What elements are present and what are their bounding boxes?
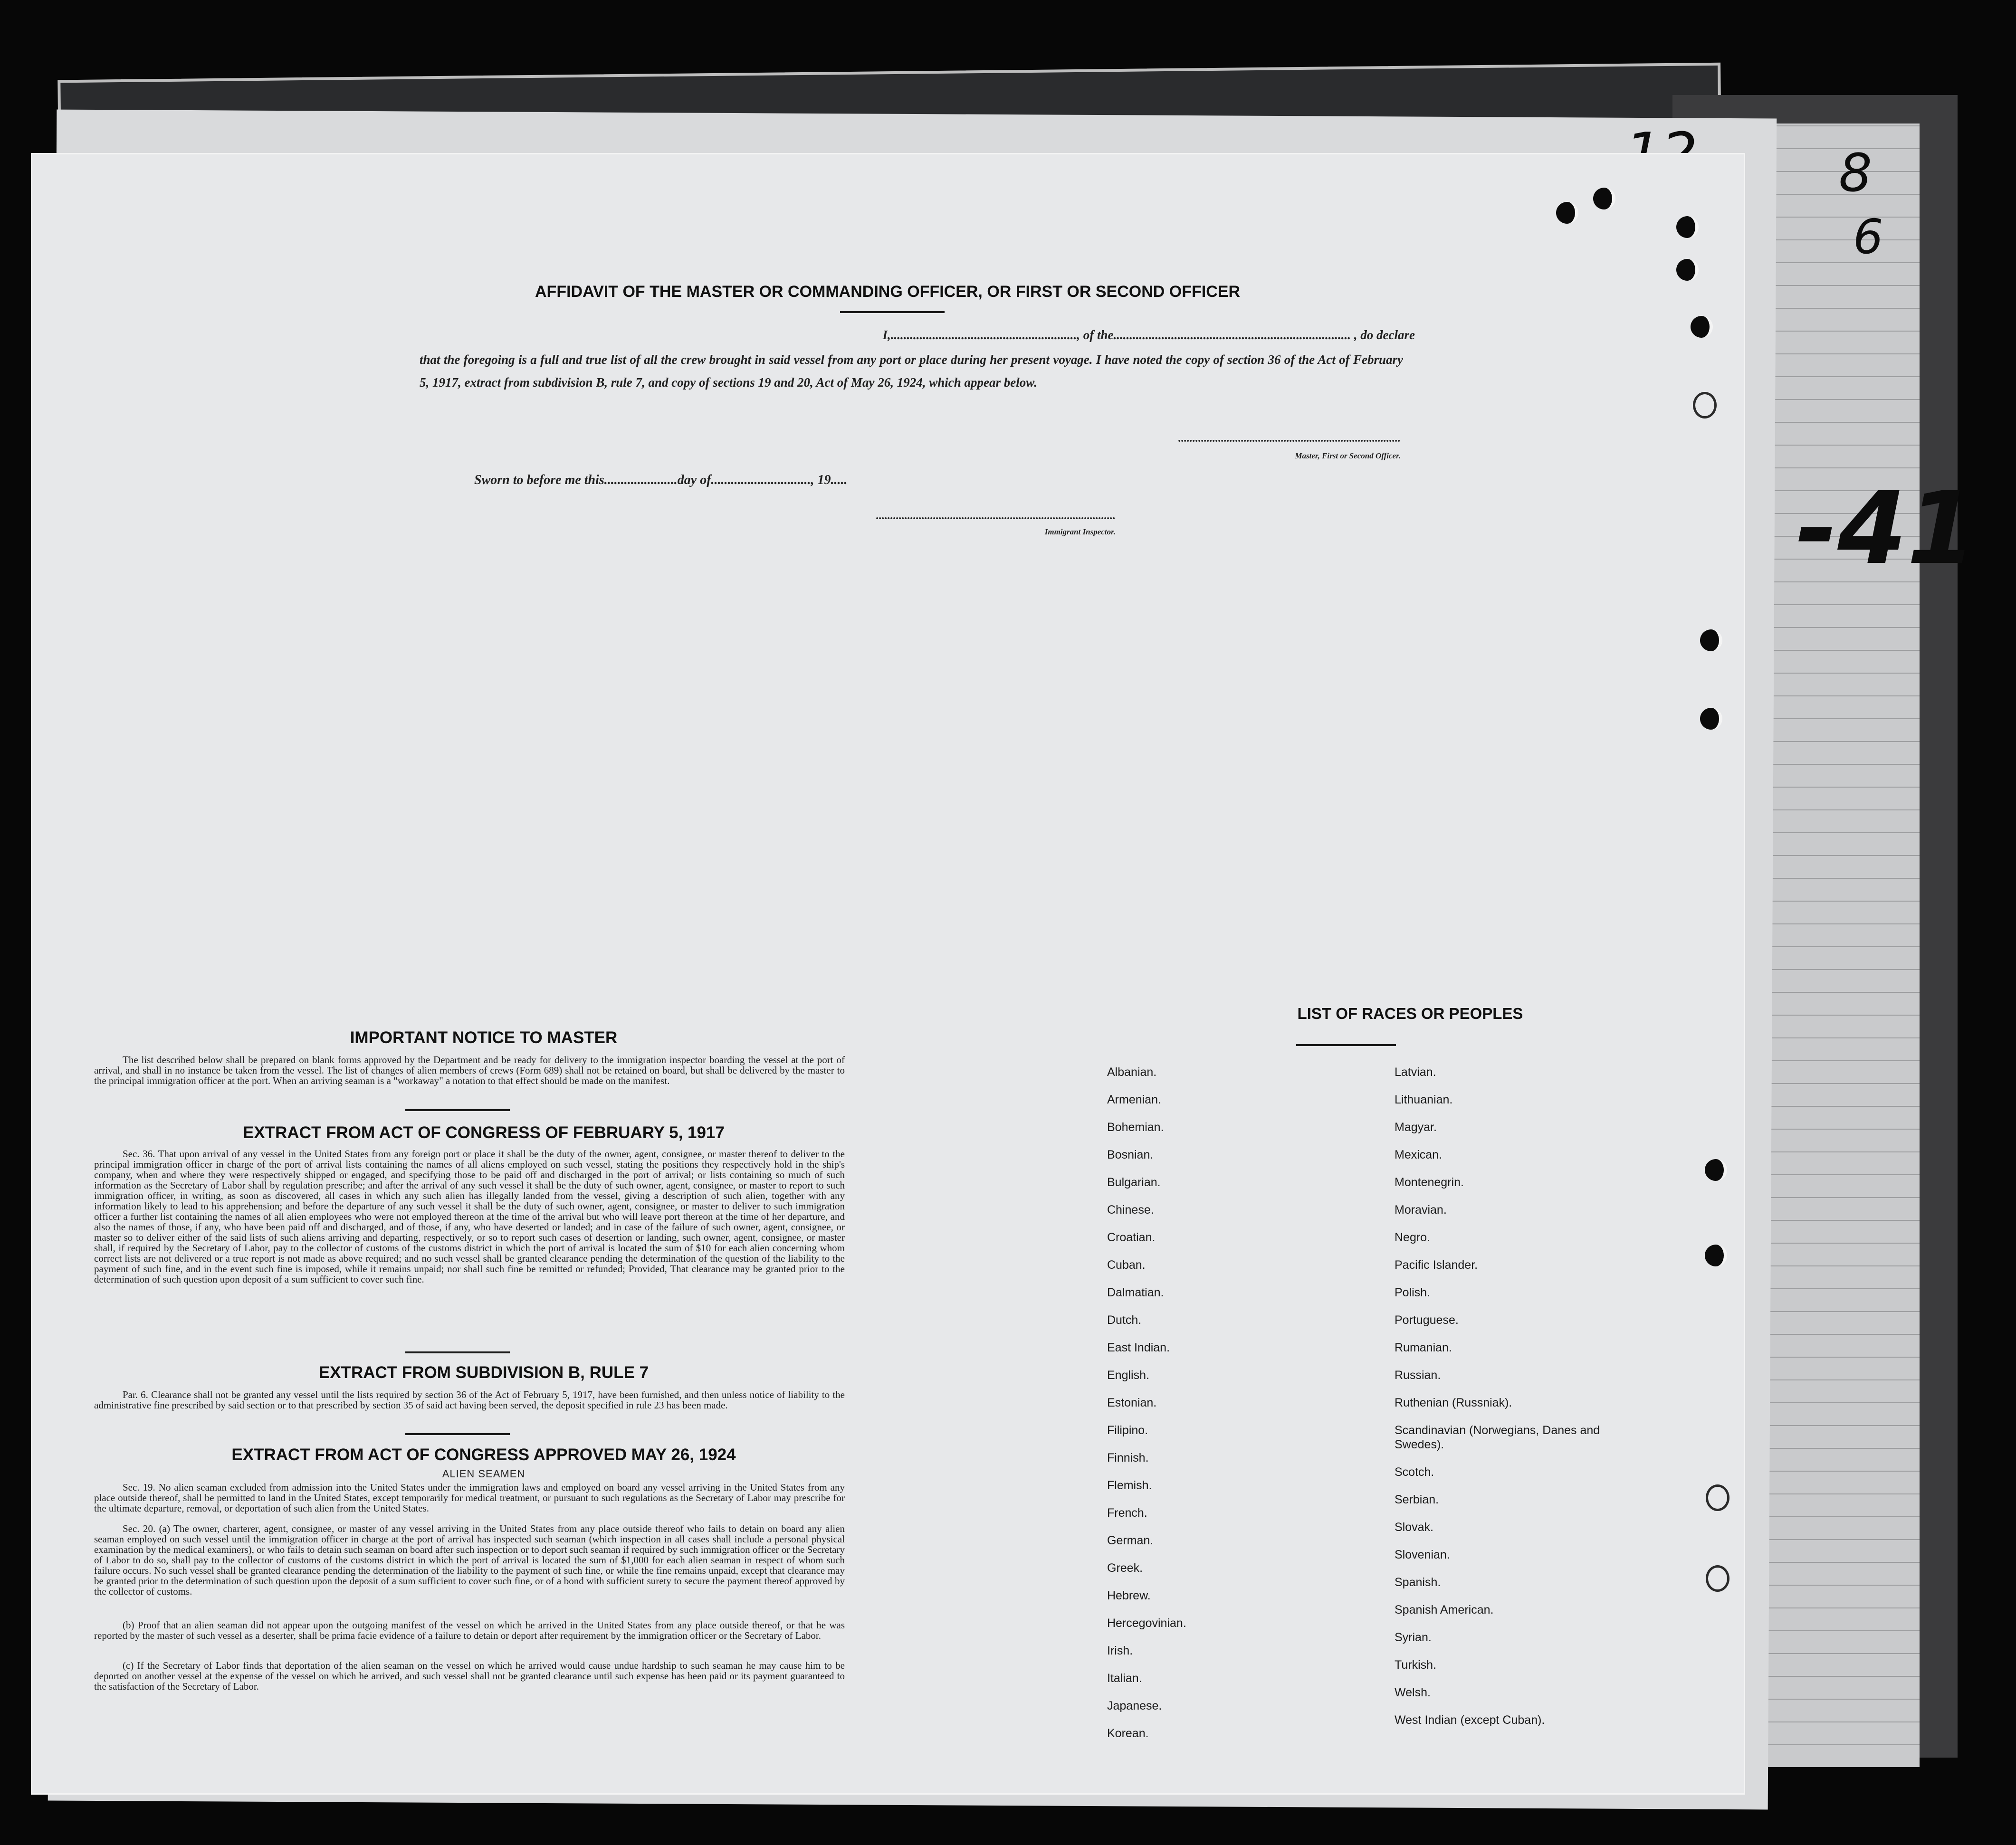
punch-hole: [1676, 216, 1699, 238]
punch-hole: [1700, 629, 1722, 651]
affidavit-paragraph: that the foregoing is a full and true list of all the crew brought in said vessel from any port or place during her present voyage. I have noted the copy of section 36 of the Act of February 5, 1917, extract from subdivision B, rule 7, and copy of sections 19 and 20, Act of May 26, 1924, which appear below.: [420, 352, 1403, 390]
race-list-item: Rumanian.: [1395, 1341, 1452, 1354]
extract-1924-title: EXTRACT FROM ACT OF CONGRESS APPROVED MAY 26, 1924: [231, 1446, 736, 1464]
races-title: LIST OF RACES OR PEOPLES: [1297, 1005, 1523, 1022]
master-signature-caption: Master, First or Second Officer.: [1295, 451, 1401, 460]
race-list-item: Scandinavian (Norwegians, Danes and Swedes).: [1395, 1424, 1600, 1451]
race-list-item: Serbian.: [1395, 1493, 1439, 1506]
race-list-item: Bulgarian.: [1107, 1176, 1161, 1189]
section-divider: [405, 1351, 510, 1353]
punch-hole: [1593, 188, 1615, 209]
race-list-item: Cuban.: [1107, 1258, 1146, 1272]
race-list-item: Estonian.: [1107, 1396, 1157, 1409]
race-list-item: Latvian.: [1395, 1065, 1436, 1079]
races-left-column: [1107, 1065, 1354, 1754]
race-list-item: Dutch.: [1107, 1313, 1142, 1327]
extract-1924-sec19: Sec. 19. No alien seaman excluded from admission into the United States under the immigration laws and employed on board any vessel arriving in the United States from any place outside thereof, shall be permitted to land in the United States, except temporarily for medical treatment, or pursuant to such regulations as the Secretary of Labor may prescribe for the ultimate departure, removal, or deportation of such alien from the United States.: [94, 1482, 845, 1514]
extract-1924-subtitle: ALIEN SEAMEN: [442, 1468, 525, 1480]
race-list-item: Japanese.: [1107, 1699, 1162, 1712]
race-list-item: Hebrew.: [1107, 1589, 1151, 1602]
race-list-item: Magyar.: [1395, 1121, 1437, 1134]
punch-hole: [1706, 1565, 1729, 1592]
inspector-signature-line: ....................................................................................: [876, 510, 1116, 522]
race-list-item: Hercegovinian.: [1107, 1617, 1186, 1630]
punch-hole: [1705, 1245, 1727, 1266]
race-list-item: Finnish.: [1107, 1451, 1149, 1465]
race-list-item: Irish.: [1107, 1644, 1133, 1657]
race-list-item: Polish.: [1395, 1286, 1431, 1299]
race-list-item: Spanish American.: [1395, 1603, 1494, 1617]
race-list-item: Slovak.: [1395, 1521, 1433, 1534]
race-list-item: West Indian (except Cuban).: [1395, 1713, 1545, 1727]
punch-hole: [1556, 202, 1578, 224]
notice-body: The list described below shall be prepared on blank forms approved by the Department and be ready for delivery to the immigration inspector boarding the vessel at the port of arrival, and shall in no instance be taken from the vessel. The list of changes of alien members of crews (Form 689) shall not be retained on board, but shall be delivered by the master to the principal immigration officer at the port. When an arriving seaman is a "workaway" a notation to that effect should be made on the manifest.: [94, 1054, 845, 1086]
affidavit-title: AFFIDAVIT OF THE MASTER OR COMMANDING OFFICER, OR FIRST OR SECOND OFFICER: [535, 283, 1240, 301]
section-divider: [405, 1433, 510, 1435]
master-signature-line: ..............................................................................: [1178, 432, 1401, 445]
extract-1924-sec20a: Sec. 20. (a) The owner, charterer, agent, consignee, or master of any vessel arriving in the United States from any place outside thereof who fails to detain on board any alien seaman employed on such vessel until the immigration officer in charge at the port of arrival has inspected such seaman (which inspection in all cases shall include a personal physical examination by the medical examiners), or who fails to detain such seaman on board after such inspection or to deport such seaman if required by such immigration officer or the Secretary of Labor to do so, shall pay to the collector of customs of the customs district in which the port of arrival is located the sum of $1,000 for each alien seaman in respect of whom such failure occurs. No such vessel shall be granted clearance pending the determination of the liability to the payment of such fine, or while the fine remains unpaid, except that clearance may be granted prior to the determination of such question upon the deposit of a sum sufficient to cover such fine, or of a bond with sufficient surety to secure the payment thereof approved by the collector of customs.: [94, 1523, 845, 1597]
punch-hole: [1706, 1484, 1729, 1511]
race-list-item: Bohemian.: [1107, 1121, 1164, 1134]
extract-rule7-body: Par. 6. Clearance shall not be granted any vessel until the lists required by section 36 of the Act of February 5, 1917, have been furnished, and then unless notice of liability to the administrative fine prescribed by said section or to that prescribed by section 35 of said act having been served, the deposit specified in rule 23 has been made.: [94, 1389, 845, 1411]
races-divider: [1296, 1044, 1396, 1046]
punch-hole: [1705, 1159, 1727, 1181]
handwritten-mark-41: -41: [1796, 470, 1977, 587]
race-list-item: Bosnian.: [1107, 1148, 1154, 1161]
race-list-item: French.: [1107, 1506, 1147, 1520]
race-list-item: East Indian.: [1107, 1341, 1170, 1354]
punch-hole: [1693, 392, 1717, 418]
extract-1917-body: Sec. 36. That upon arrival of any vessel in the United States from any foreign port or place it shall be the duty of the owner, agent, consignee, or master thereof to deliver to the principal immigration officer in charge of the port of arrival lists containing the names of all aliens employed on such vessel, stating the positions they respectively hold in the ship's company, when and where they were respectively shipped or engaged, and specifying those to be paid off and discharged in the port of arrival; or lists containing so much of such information as the Secretary of Labor shall by regulation prescribe; and after the arrival of any such vessel it shall be the duty of such owner, agent, consignee, or master to report to such immigration officer, in writing, as soon as discovered, all cases in which any such alien has illegally landed from the vessel, giving a description of such alien, together with any information likely to lead to his apprehension; and before the departure of any such vessel it shall be the duty of such owner, agent, consignee, or master to deliver to such immigration officer a further list containing the names of all alien employees who were not employed thereon at the time of the arrival but who will leave port thereon at the time of her departure, and also the names of those, if any, who have been paid off and discharged, and of those, if any, who have deserted or landed; and in case of the failure of such owner, agent, consignee, or master so to deliver either of the said lists of such aliens arriving and departing, respectively, or so to report such cases of desertion or landing, such owner, agent, consignee, or master shall, if required by the Secretary of Labor, pay to the collector of customs of the customs district in which the port of arrival is located the sum of $10 for each alien concerning whom correct lists are not delivered or a true report is not made as above required; and no such vessel shall be granted clearance pending the determination of the question of the liability to the payment of such fine, and in the event such fine is imposed, while it remains unpaid; nor shall such fine be remitted or refunded; Provided, That clearance may be granted prior to the determination of such question upon deposit of a sum sufficient to cover such fine.: [94, 1148, 845, 1285]
race-list-item: Mexican.: [1395, 1148, 1443, 1161]
race-list-item: Moravian.: [1395, 1203, 1447, 1217]
race-list-item: Montenegrin.: [1395, 1176, 1464, 1189]
race-list-item: Pacific Islander.: [1395, 1258, 1478, 1272]
race-list-item: Russian.: [1395, 1369, 1441, 1382]
race-list-item: Turkish.: [1395, 1658, 1436, 1672]
race-list-item: Dalmatian.: [1107, 1286, 1164, 1299]
race-list-item: Greek.: [1107, 1561, 1143, 1575]
punch-hole: [1691, 316, 1713, 338]
race-list-item: Filipino.: [1107, 1424, 1148, 1437]
title-divider: [840, 311, 945, 313]
races-right-column: [1395, 1065, 1642, 1740]
race-list-item: Flemish.: [1107, 1479, 1152, 1492]
extract-1924-sec20b: (b) Proof that an alien seaman did not appear upon the outgoing manifest of the vessel on which he arrived in the United States from any place outside thereof, or that he was reported by the master of such vessel as a deserter, shall be prima facie evidence of a failure to detain or deport after requirement by the immigration officer or the Secretary of Labor.: [94, 1619, 845, 1641]
race-list-item: Lithuanian.: [1395, 1093, 1453, 1106]
affidavit-declaration-line: I,.........................................................., of the.......................................................................... , do declare: [882, 328, 1415, 342]
extract-1924-sec20c: (c) If the Secretary of Labor finds that deportation of the alien seaman on the vessel on which he arrived would cause undue hardship to such seaman he may cause him to be deported on another vessel at the expense of the vessel on which he arrived, and such vessel shall not be granted clearance until such expense has been paid or its payment guaranteed to the satisfaction of the Secretary of Labor.: [94, 1660, 845, 1692]
race-list-item: Slovenian.: [1395, 1548, 1450, 1561]
race-list-item: Italian.: [1107, 1672, 1142, 1685]
handwritten-mark-6: 6: [1853, 209, 1883, 265]
punch-hole: [1700, 708, 1722, 730]
section-divider: [405, 1109, 510, 1111]
race-list-item: Albanian.: [1107, 1065, 1157, 1079]
race-list-item: Portuguese.: [1395, 1313, 1459, 1327]
race-list-item: English.: [1107, 1369, 1149, 1382]
handwritten-mark-8: 8: [1839, 143, 1872, 203]
race-list-item: German.: [1107, 1534, 1154, 1547]
extract-rule7-title: EXTRACT FROM SUBDIVISION B, RULE 7: [318, 1363, 649, 1382]
race-list-item: Spanish.: [1395, 1576, 1441, 1589]
race-list-item: Korean.: [1107, 1727, 1149, 1740]
race-list-item: Croatian.: [1107, 1231, 1156, 1244]
race-list-item: Scotch.: [1395, 1465, 1434, 1479]
race-list-item: Syrian.: [1395, 1631, 1432, 1644]
inspector-caption: Immigrant Inspector.: [1044, 527, 1116, 536]
race-list-item: Armenian.: [1107, 1093, 1161, 1106]
race-list-item: Welsh.: [1395, 1686, 1431, 1699]
notice-title: IMPORTANT NOTICE TO MASTER: [350, 1028, 618, 1047]
race-list-item: Chinese.: [1107, 1203, 1154, 1217]
punch-hole: [1676, 259, 1699, 281]
race-list-item: Ruthenian (Russniak).: [1395, 1396, 1512, 1409]
main-form-sheet: [32, 154, 1744, 1793]
extract-1917-title: EXTRACT FROM ACT OF CONGRESS OF FEBRUARY 5, 1917: [243, 1123, 725, 1142]
sworn-line: Sworn to before me this......................day of.............................., 19.....: [474, 473, 848, 487]
race-list-item: Negro.: [1395, 1231, 1431, 1244]
